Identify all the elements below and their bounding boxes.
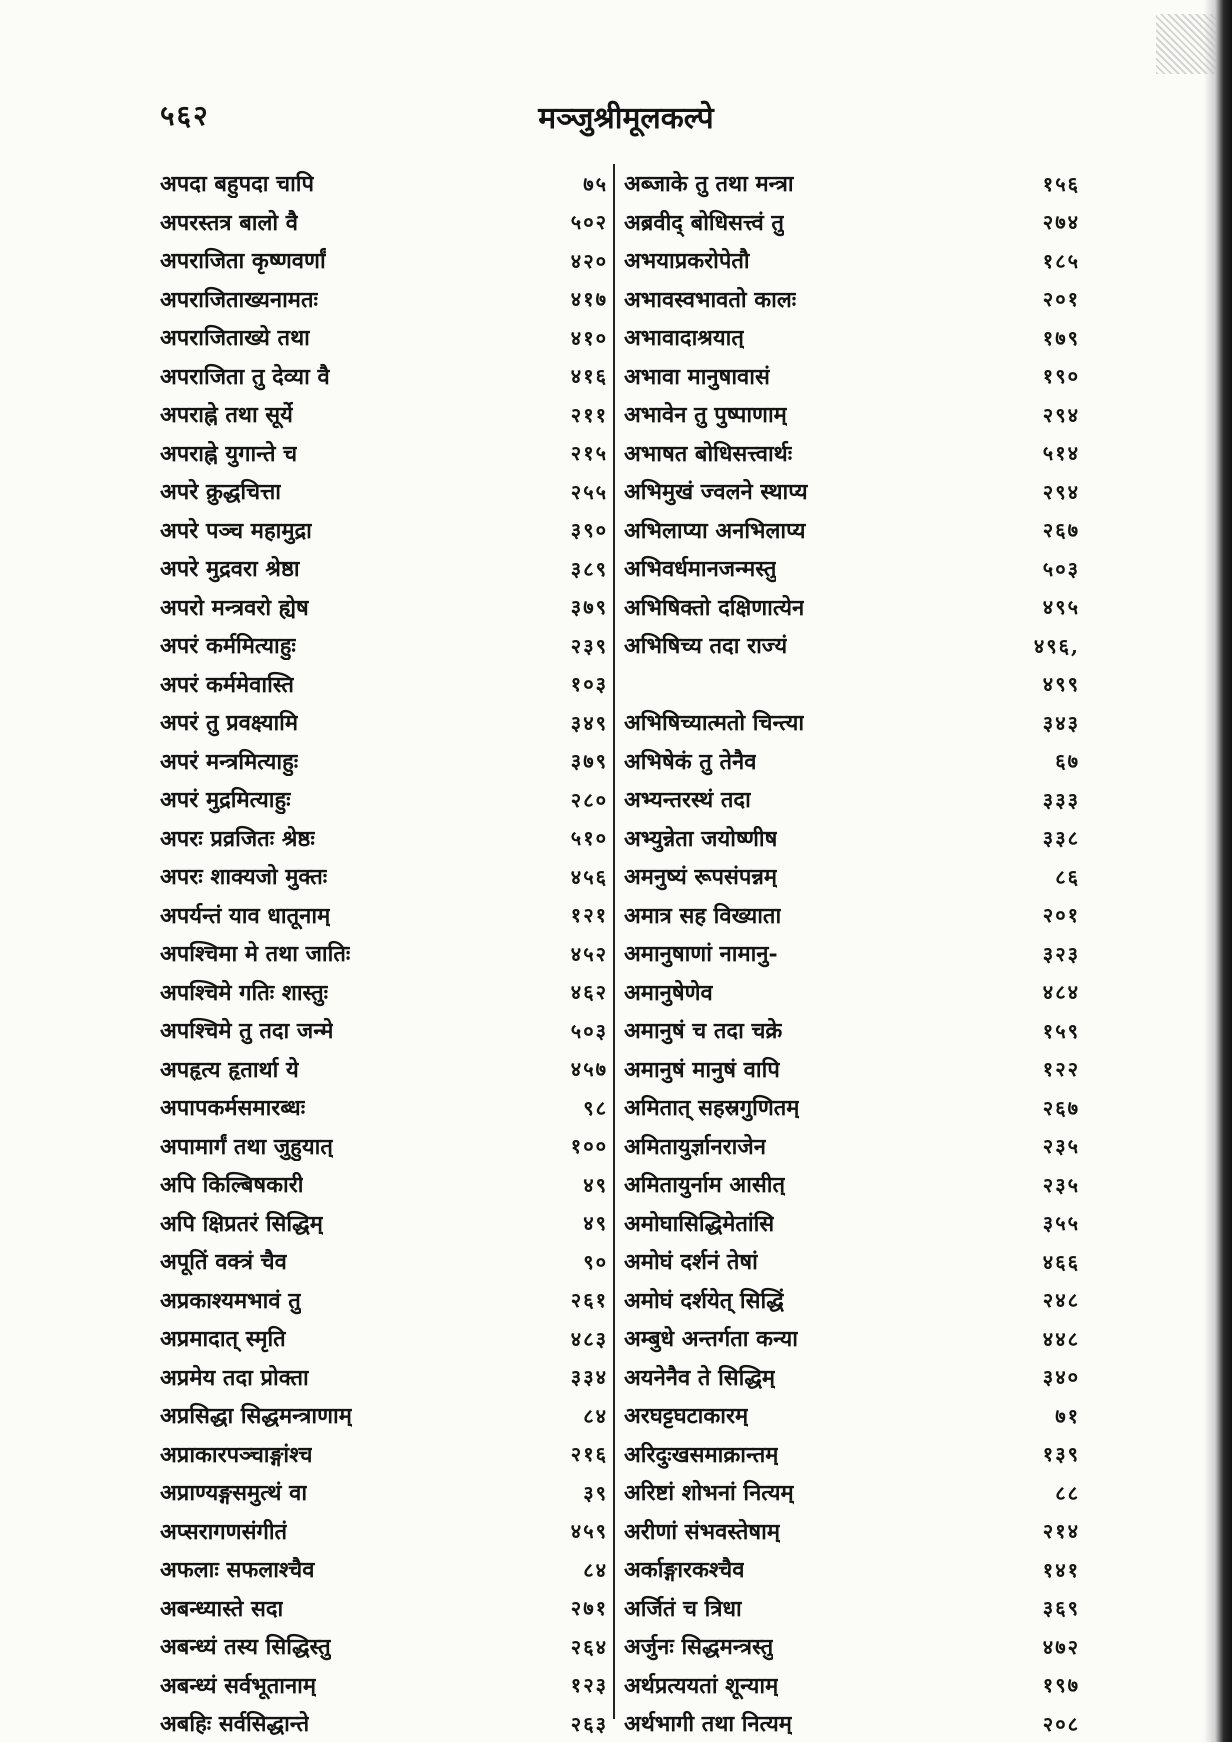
entry-page: ८४	[583, 1557, 608, 1582]
entry-page: ४५२	[570, 941, 608, 966]
index-entry	[624, 1666, 1082, 1705]
index-entry	[624, 819, 1082, 858]
index-entry	[624, 241, 1082, 280]
entry-text: अपरः प्रव्रजितः श्रेष्ठः	[160, 825, 315, 852]
index-column-right	[624, 164, 1082, 1743]
index-entry	[160, 626, 610, 665]
index-entry	[624, 1319, 1082, 1358]
entry-page: ४६६	[1042, 1249, 1080, 1274]
index-entry	[160, 472, 610, 511]
entry-page: १००	[570, 1134, 608, 1159]
entry-text: अर्थप्रत्ययतां शून्याम्	[624, 1672, 779, 1699]
entry-text: अभ्युन्नेता जयोष्णीष	[624, 825, 778, 852]
entry-text: अमनुष्यं रूपसंपन्नम्	[624, 864, 778, 891]
entry-page: ४९	[583, 1211, 608, 1236]
entry-text: अपराजिता तु देव्या वै	[160, 363, 330, 390]
entry-text: अभिषिक्तो दक्षिणात्येन	[624, 594, 805, 621]
entry-text: अपापकर्मसमारब्धः	[160, 1095, 306, 1122]
entry-page: ५०३	[570, 1018, 608, 1043]
entry-page: २०८	[1042, 1711, 1080, 1736]
entry-text: अमानुषेणेव	[624, 979, 713, 1006]
index-entry	[624, 511, 1082, 550]
entry-page: ४८४	[1042, 980, 1080, 1005]
entry-page: १३९	[1042, 1442, 1080, 1467]
entry-text: अभावा मानुषावासं	[624, 363, 770, 390]
entry-text: अमितात् सहस्रगुणितम्	[624, 1095, 800, 1122]
entry-text: अप्रकाश्यमभावं तु	[160, 1287, 301, 1314]
index-entry	[160, 1204, 610, 1243]
entry-page: १५९	[1042, 1018, 1080, 1043]
index-entry	[624, 434, 1082, 473]
entry-text: अभावादाश्रयात्	[624, 325, 744, 352]
index-entry	[160, 742, 610, 781]
index-entry	[624, 1165, 1082, 1204]
entry-page: २६७	[1042, 518, 1080, 543]
entry-page: ५१०	[570, 826, 608, 851]
entry-text: अरघट्टघटाकारम्	[624, 1403, 749, 1430]
entry-text: अमितायुर्नाम आसीत्	[624, 1172, 785, 1199]
entry-page: ४५६	[570, 864, 608, 889]
entry-text: अपरं मुद्रमित्याहुः	[160, 787, 291, 814]
entry-text: अभ्यन्तरस्थं तदा	[624, 787, 751, 814]
index-entry	[160, 1281, 610, 1320]
entry-page: ४७२	[1042, 1634, 1080, 1659]
index-entry	[624, 780, 1082, 819]
index-entry	[624, 742, 1082, 781]
entry-text: अपश्चिमे तु तदा जन्मे	[160, 1018, 334, 1045]
entry-page: २६१	[570, 1288, 608, 1313]
entry-page: १९७	[1042, 1673, 1080, 1698]
index-entry	[624, 896, 1082, 935]
entry-page: ३६९	[1042, 1596, 1080, 1621]
entry-text: अफलाः सफलाश्चैव	[160, 1557, 315, 1584]
entry-text: अपरः शाक्यजो मुक्तः	[160, 864, 328, 891]
entry-page: २५५	[570, 479, 608, 504]
entry-page: ४४८	[1042, 1326, 1080, 1351]
entry-text: अपराजिताख्यनामतः	[160, 286, 318, 313]
entry-page: ४२०	[570, 248, 608, 273]
entry-page: ४९५	[1042, 595, 1080, 620]
entry-page: ४९९	[1042, 672, 1080, 697]
index-entry	[160, 1011, 610, 1050]
entry-text: अरिष्टां शोभनां नित्यम्	[624, 1480, 794, 1507]
index-entry	[160, 280, 610, 319]
index-entry	[624, 1011, 1082, 1050]
entry-text: अपरे मुद्रवरा श्रेष्ठा	[160, 556, 300, 583]
entry-page: ४१०	[570, 325, 608, 350]
entry-page: ३७९	[570, 595, 608, 620]
index-entry	[160, 318, 610, 357]
entry-text: अबहिः सर्वसिद्धान्ते	[160, 1711, 310, 1738]
entry-text: अम्बुधे अन्तर्गता कन्या	[624, 1326, 798, 1353]
entry-page: १८५	[1042, 248, 1080, 273]
entry-page: ८४	[583, 1403, 608, 1428]
entry-text: अमितायुर्ज्ञानराजेन	[624, 1133, 766, 1160]
index-entry	[160, 857, 610, 896]
entry-page: ४५९	[570, 1519, 608, 1544]
entry-text: अपश्चिमा मे तथा जातिः	[160, 941, 351, 968]
index-entry	[160, 665, 610, 704]
entry-page: १९०	[1042, 364, 1080, 389]
index-entry	[160, 819, 610, 858]
entry-page: ८८	[1055, 1480, 1080, 1505]
index-entry	[624, 1396, 1082, 1435]
index-entry	[160, 1512, 610, 1551]
index-entry	[624, 1512, 1082, 1551]
index-entry	[160, 1050, 610, 1089]
index-entry	[624, 549, 1082, 588]
entry-page: ७५	[583, 171, 608, 196]
column-divider	[613, 164, 615, 1719]
index-column-left	[160, 164, 610, 1743]
index-entry	[160, 241, 610, 280]
entry-page: ३४३	[1042, 710, 1080, 735]
entry-text: अभिमुखं ज्वलने स्थाप्य	[624, 479, 808, 506]
index-entry	[160, 1088, 610, 1127]
entry-page: ४१७	[570, 287, 608, 312]
entry-text: अपहृत्य हृतार्था ये	[160, 1056, 299, 1083]
entry-text: अर्थभागी तथा नित्यम्	[624, 1711, 792, 1738]
entry-page: २७४	[1042, 210, 1080, 235]
entry-page: २६३	[570, 1711, 608, 1736]
index-entry	[160, 434, 610, 473]
entry-page: ५०३	[1042, 556, 1080, 581]
entry-text: अभाषत बोधिसत्त्वार्थः	[624, 440, 793, 467]
entry-text: अभिषेकं तु तेनैव	[624, 748, 757, 775]
entry-page: ३४०	[1042, 1365, 1080, 1390]
entry-page: २३५	[1042, 1172, 1080, 1197]
index-entry	[160, 1242, 610, 1281]
entry-text: अब्जाके तु तथा मन्त्रा	[624, 171, 794, 198]
page-title: मञ्जुश्रीमूलकल्पे	[538, 101, 714, 136]
entry-text: अबन्ध्यं तस्य सिद्धिस्तु	[160, 1634, 331, 1661]
entry-page: २०१	[1042, 903, 1080, 928]
entry-text: अमोघं दर्शनं तेषां	[624, 1249, 758, 1276]
index-entry	[160, 896, 610, 935]
entry-page: १२३	[570, 1673, 608, 1698]
entry-text: अपरे क्रुद्धचित्ता	[160, 479, 282, 506]
page-number: ५६२	[160, 99, 210, 132]
entry-page: ४५७	[570, 1057, 608, 1082]
index-entry	[624, 1088, 1082, 1127]
entry-text: अपरो मन्त्रवरो ह्येष	[160, 594, 309, 621]
entry-text: अमानुषाणां नामानु-	[624, 941, 778, 968]
index-entry	[160, 1319, 610, 1358]
index-entry	[160, 973, 610, 1012]
entry-text: अपरं तु प्रवक्ष्यामि	[160, 710, 299, 737]
entry-text: अयनेनैव ते सिद्धिम्	[624, 1364, 776, 1391]
entry-page: ९८	[583, 1095, 608, 1120]
entry-text: अप्सरागणसंगीतं	[160, 1518, 288, 1545]
entry-page: ४८३	[570, 1326, 608, 1351]
index-entry	[624, 280, 1082, 319]
entry-text: अभिलाप्या अनभिलाप्य	[624, 517, 806, 544]
entry-text: अभिषिच्य तदा राज्यं	[624, 633, 788, 660]
entry-text: अर्जितं च त्रिधा	[624, 1595, 742, 1622]
index-entry	[624, 1550, 1082, 1589]
entry-text: अमानुषं मानुषं वापि	[624, 1056, 780, 1083]
index-entry	[624, 1204, 1082, 1243]
entry-page: २९४	[1042, 479, 1080, 504]
entry-page: ४९	[583, 1172, 608, 1197]
entry-page: २१४	[1042, 1519, 1080, 1544]
index-entry	[624, 1127, 1082, 1166]
index-entry	[624, 934, 1082, 973]
index-entry	[160, 1627, 610, 1666]
index-entry	[624, 1627, 1082, 1666]
entry-text: अपामार्गं तथा जुहुयात्	[160, 1133, 333, 1160]
index-entry	[160, 1435, 610, 1474]
entry-page: ४९६,	[1033, 633, 1080, 658]
entry-page: ४६२	[570, 980, 608, 1005]
entry-text: अभयाप्रकरोपेतौ	[624, 248, 750, 275]
entry-page: ३३४	[570, 1365, 608, 1390]
entry-page: ४१६	[570, 364, 608, 389]
entry-text: अपराजिता कृष्णवर्णां	[160, 248, 326, 275]
entry-page: ३५५	[1042, 1211, 1080, 1236]
entry-page: ९०	[583, 1249, 608, 1274]
entry-text: अप्राण्यङ्गसमुत्थं वा	[160, 1480, 308, 1507]
index-entry	[624, 703, 1082, 742]
entry-page: ३४९	[570, 710, 608, 735]
entry-page: ३८९	[570, 556, 608, 581]
entry-text: अपरे पञ्च महामुद्रा	[160, 517, 312, 544]
entry-page: ३९	[583, 1480, 608, 1505]
index-entry	[624, 857, 1082, 896]
scan-noise	[1156, 14, 1216, 74]
index-entry	[160, 1127, 610, 1166]
entry-page: २९४	[1042, 402, 1080, 427]
entry-page: १७९	[1042, 325, 1080, 350]
entry-text: अबन्ध्यं सर्वभूतानाम्	[160, 1672, 317, 1699]
index-entry	[624, 665, 1082, 704]
index-entry	[624, 588, 1082, 627]
entry-text: अरिदुःखसमाक्रान्तम्	[624, 1441, 779, 1468]
index-entry	[160, 1473, 610, 1512]
entry-page: २३९	[570, 633, 608, 658]
index-entry	[624, 1704, 1082, 1743]
entry-page: ३३८	[1042, 826, 1080, 851]
index-entry	[160, 357, 610, 396]
entry-page: २०१	[1042, 287, 1080, 312]
entry-page: १०३	[570, 672, 608, 697]
entry-page: ३९०	[570, 518, 608, 543]
index-entry	[160, 549, 610, 588]
entry-text: अपूतिं वक्त्रं चैव	[160, 1249, 287, 1276]
entry-page: ३७९	[570, 749, 608, 774]
entry-text: अप्रसिद्धा सिद्धमन्त्राणाम्	[160, 1403, 352, 1430]
entry-text: अपरं कर्ममेवास्ति	[160, 671, 294, 698]
index-entry	[160, 1165, 610, 1204]
entry-page: २१५	[570, 441, 608, 466]
entry-page: १२२	[1042, 1057, 1080, 1082]
index-entry	[160, 588, 610, 627]
index-entry	[160, 1550, 610, 1589]
entry-text: अभावेन तु पुष्पाणाम्	[624, 402, 787, 429]
entry-text: अपरं मन्त्रमित्याहुः	[160, 748, 299, 775]
index-entry	[160, 1358, 610, 1397]
index-entry	[624, 318, 1082, 357]
entry-text: अब्रवीद् बोधिसत्त्वं तु	[624, 209, 784, 236]
index-entry	[624, 1281, 1082, 1320]
entry-text: अमात्र सह विख्याता	[624, 902, 782, 929]
entry-page: ३२३	[1042, 941, 1080, 966]
entry-text: अपि किल्बिषकारी	[160, 1172, 304, 1199]
entry-page: ८६	[1055, 864, 1080, 889]
entry-page: २४८	[1042, 1288, 1080, 1313]
entry-page: २१६	[570, 1442, 608, 1467]
entry-page: १२१	[570, 903, 608, 928]
index-entry	[160, 203, 610, 242]
index-entry	[160, 780, 610, 819]
index-entry	[624, 626, 1082, 665]
index-entry	[160, 703, 610, 742]
entry-page: ६७	[1055, 749, 1080, 774]
index-entry	[624, 1435, 1082, 1474]
index-entry	[160, 511, 610, 550]
entry-page: ५१४	[1042, 441, 1080, 466]
entry-text: अमोघासिद्धिमेतांसि	[624, 1210, 775, 1237]
entry-text: अभिवर्धमानजन्मस्तु	[624, 556, 777, 583]
entry-page: ५०२	[570, 210, 608, 235]
index-entry	[624, 203, 1082, 242]
index-entry	[624, 357, 1082, 396]
entry-text: अपराह्ने युगान्ते च	[160, 440, 298, 467]
entry-text: अभिषिच्यात्मतो चिन्त्या	[624, 710, 805, 737]
index-entry	[624, 1473, 1082, 1512]
entry-page: ७१	[1055, 1403, 1080, 1428]
index-entry	[624, 973, 1082, 1012]
entry-text: अर्काङ्गारकश्चैव	[624, 1557, 745, 1584]
index-entry	[160, 1589, 610, 1628]
entry-text: अर्जुनः सिद्धमन्त्रस्तु	[624, 1634, 774, 1661]
entry-text: अपि क्षिप्रतरं सिद्धिम्	[160, 1210, 323, 1237]
entry-text: अपराह्ने तथा सूर्ये	[160, 402, 293, 429]
entry-text: अपराजिताख्ये तथा	[160, 325, 310, 352]
entry-page: २११	[570, 402, 608, 427]
index-entry	[624, 164, 1082, 203]
entry-text: अपदा बहुपदा चापि	[160, 171, 314, 198]
index-entry	[624, 1050, 1082, 1089]
entry-page: ३३३	[1042, 787, 1080, 812]
index-entry	[624, 1589, 1082, 1628]
entry-page: २६४	[570, 1634, 608, 1659]
index-entry	[160, 1396, 610, 1435]
entry-text: अप्रमेय तदा प्रोक्ता	[160, 1364, 309, 1391]
index-entry	[160, 1704, 610, 1743]
index-entry	[160, 1666, 610, 1705]
entry-text: अप्राकारपञ्चाङ्गांश्च	[160, 1441, 313, 1468]
index-entry	[624, 1242, 1082, 1281]
entry-page: २३५	[1042, 1134, 1080, 1159]
entry-text: अबन्ध्यास्ते सदा	[160, 1595, 284, 1622]
index-entry	[624, 1358, 1082, 1397]
index-entry	[160, 164, 610, 203]
entry-page: १५६	[1042, 171, 1080, 196]
entry-text: अभावस्वभावतो कालः	[624, 286, 797, 313]
entry-page: २७१	[570, 1596, 608, 1621]
index-entry	[624, 395, 1082, 434]
index-entry	[624, 472, 1082, 511]
entry-text: अपश्चिमे गतिः शास्तुः	[160, 979, 329, 1006]
entry-text: अमोघं दर्शयेत् सिद्धिं	[624, 1287, 784, 1314]
entry-text: अप्रमादात् स्मृति	[160, 1326, 286, 1353]
entry-text: अपरं कर्ममित्याहुः	[160, 633, 296, 660]
entry-text: अमानुषं च तदा चक्रे	[624, 1018, 783, 1045]
entry-text: अरीणां संभवस्तेषाम्	[624, 1518, 781, 1545]
entry-page: २८०	[570, 787, 608, 812]
index-entry	[160, 934, 610, 973]
scan-edge-shadow	[1204, 0, 1232, 1742]
entry-page: १४१	[1042, 1557, 1080, 1582]
entry-page: २६७	[1042, 1095, 1080, 1120]
entry-text: अपर्यन्तं याव धातूनाम्	[160, 902, 331, 929]
index-entry	[160, 395, 610, 434]
entry-text: अपरस्तत्र बालो वै	[160, 209, 298, 236]
